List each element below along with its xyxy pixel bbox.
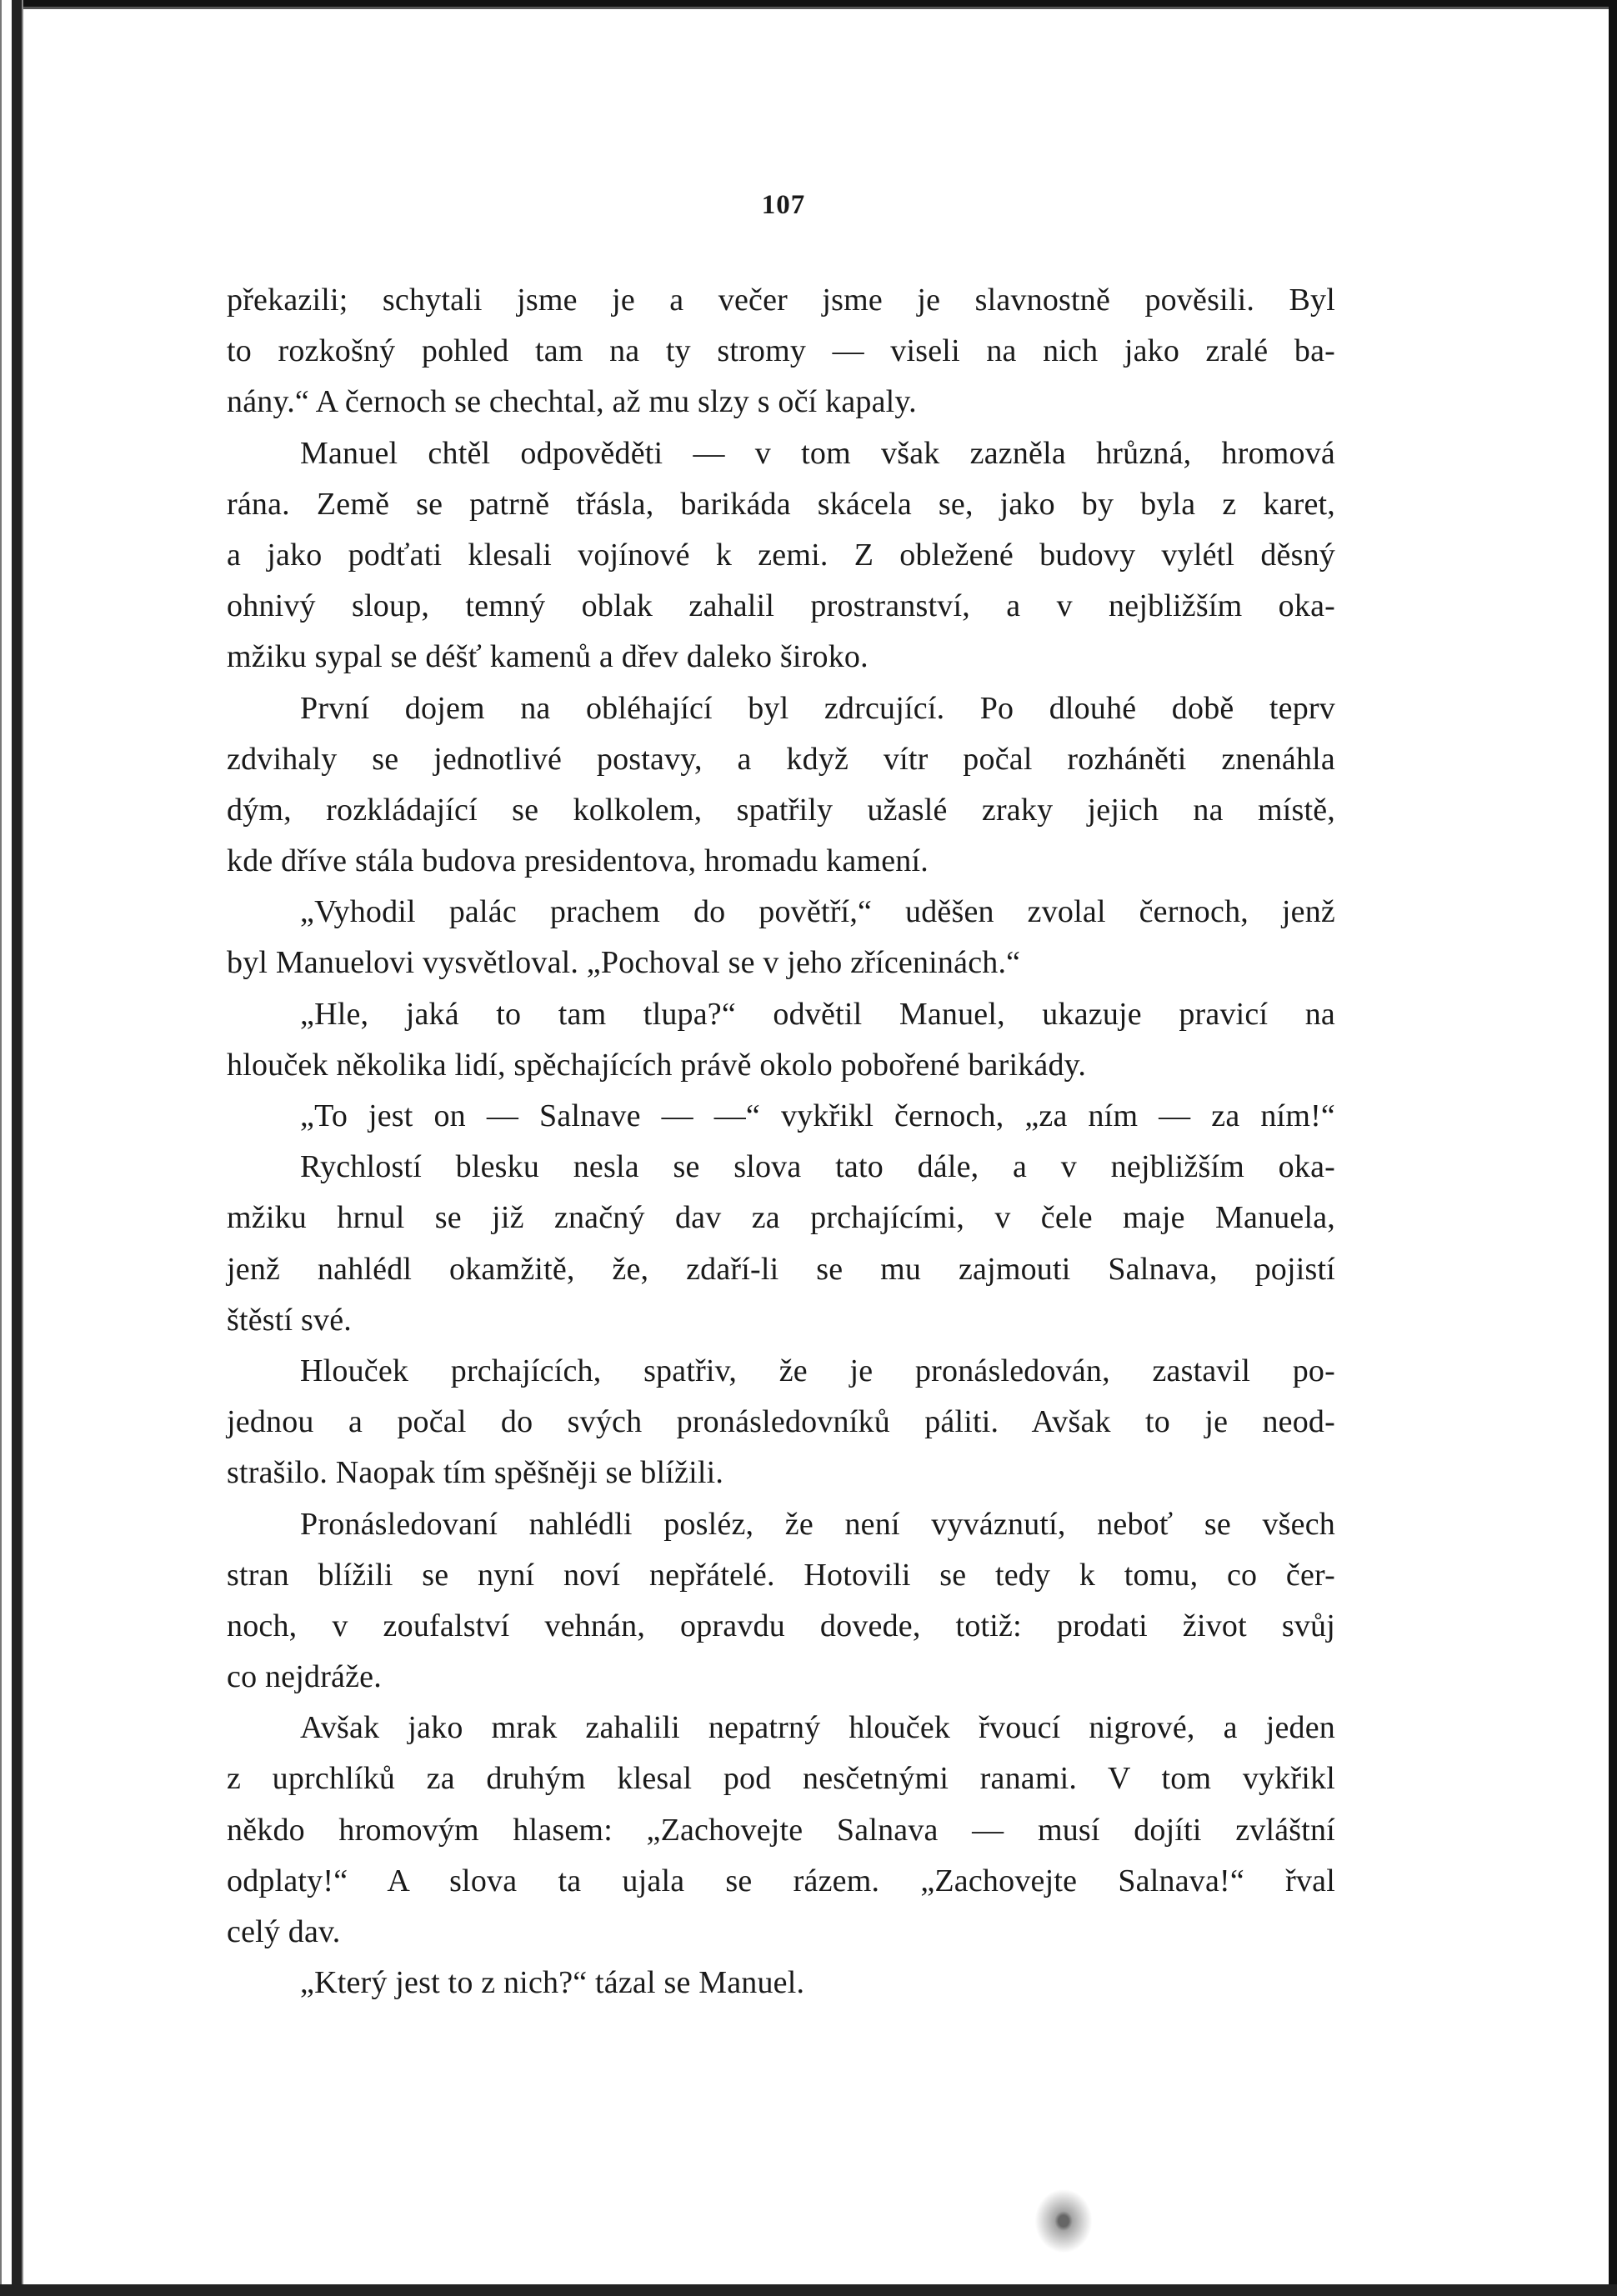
text-line: z uprchlíků za druhým klesal pod nesčetnými ranami. V tom vykřikl [227,1761,1335,1797]
text-line: jednou a počal do svých pronásledovníků páliti. Avšak to je neod- [227,1404,1335,1440]
text-line: štěstí své. [227,1302,352,1338]
text-line: Pronásledovaní nahlédli posléz, že není vyváznutí, neboť se všech [300,1506,1335,1542]
text-line: kde dříve stála budova presidentova, hromadu kamení. [227,843,929,879]
page-number: 107 [761,190,806,220]
text-line: rána. Země se patrně třásla, barikáda skácela se, jako by byla z karet, [227,486,1335,522]
text-line: mžiku sypal se déšť kamenů a dřev daleko široko. [227,639,869,675]
text-line: „Hle, jaká to tam tlupa?“ odvětil Manuel, ukazuje pravicí na [300,996,1335,1032]
text-line: „To jest on — Salnave — —“ vykřikl černoch, „za ním — za ním!“ [300,1098,1335,1133]
scan-border-left [0,0,25,2296]
text-line: Hlouček prchajících, spatřiv, že je pronásledován, zastavil po- [300,1353,1335,1388]
text-line: „Vyhodil palác prachem do povětří,“ uděšen zvolal černoch, jenž [300,894,1335,930]
text-line: odplaty!“ A slova ta ujala se rázem. „Zachovejte Salnava!“ řval [227,1863,1335,1898]
text-line: a jako podťati klesali vojínové k zemi. Z obležené budovy vylétl děsný [227,537,1335,573]
text-line: První dojem na obléhající byl zdrcující. Po dlouhé době teprv [300,690,1335,726]
text-line: byl Manuelovi vysvětloval. „Pochoval se v jeho zříceninách.“ [227,945,1021,981]
text-line: to rozkošný pohled tam na ty stromy — viseli na nich jako zralé ba- [227,333,1335,369]
text-line: stran blížili se nyní noví nepřátelé. Hotovili se tedy k tomu, co čer- [227,1557,1335,1593]
text-line: dým, rozkládající se kolkolem, spatřily užaslé zraky jejich na místě, [227,792,1335,828]
text-line: Manuel chtěl odpověděti — v tom však zazněla hrůzná, hromová [300,435,1335,471]
scan-border-bottom [0,2279,1617,2296]
text-line: nány.“ A černoch se chechtal, až mu slzy s očí kapaly. [227,384,917,420]
text-line: zdvihaly se jednotlivé postavy, a když vítr počal rozháněti znenáhla [227,741,1335,777]
text-line: překazili; schytali jsme je a večer jsme je slavnostně pověsili. Byl [227,283,1335,318]
text-line: někdo hromovým hlasem: „Zachovejte Salnava — musí dojíti zvláštní [227,1812,1335,1848]
text-line: ohnivý sloup, temný oblak zahalil prostranství, a v nejbližším oka- [227,588,1335,624]
text-line: hlouček několika lidí, spěchajících právě okolo pobořené barikády. [227,1047,1087,1083]
ink-smudge [1034,2188,1109,2271]
text-line: jenž nahlédl okamžitě, že, zdaří-li se mu zajmouti Salnava, pojistí [227,1251,1335,1287]
scan-border-right [1607,0,1617,2296]
text-body [227,275,1335,2008]
scan-border-top [0,0,1617,12]
text-line: celý dav. [227,1914,341,1949]
text-line: co nejdráže. [227,1659,382,1695]
text-line: Rychlostí blesku nesla se slova tato dále, a v nejbližším oka- [300,1149,1335,1185]
text-line: Avšak jako mrak zahalili nepatrný hlouček řvoucí nigrové, a jeden [300,1710,1335,1746]
text-line: mžiku hrnul se již značný dav za prchajícími, v čele maje Manuela, [227,1200,1335,1236]
text-line: noch, v zoufalství vehnán, opravdu dovede, totiž: prodati život svůj [227,1608,1335,1643]
text-line: „Který jest to z nich?“ tázal se Manuel. [300,1965,805,2001]
text-line: strašilo. Naopak tím spěšněji se blížili. [227,1455,724,1491]
